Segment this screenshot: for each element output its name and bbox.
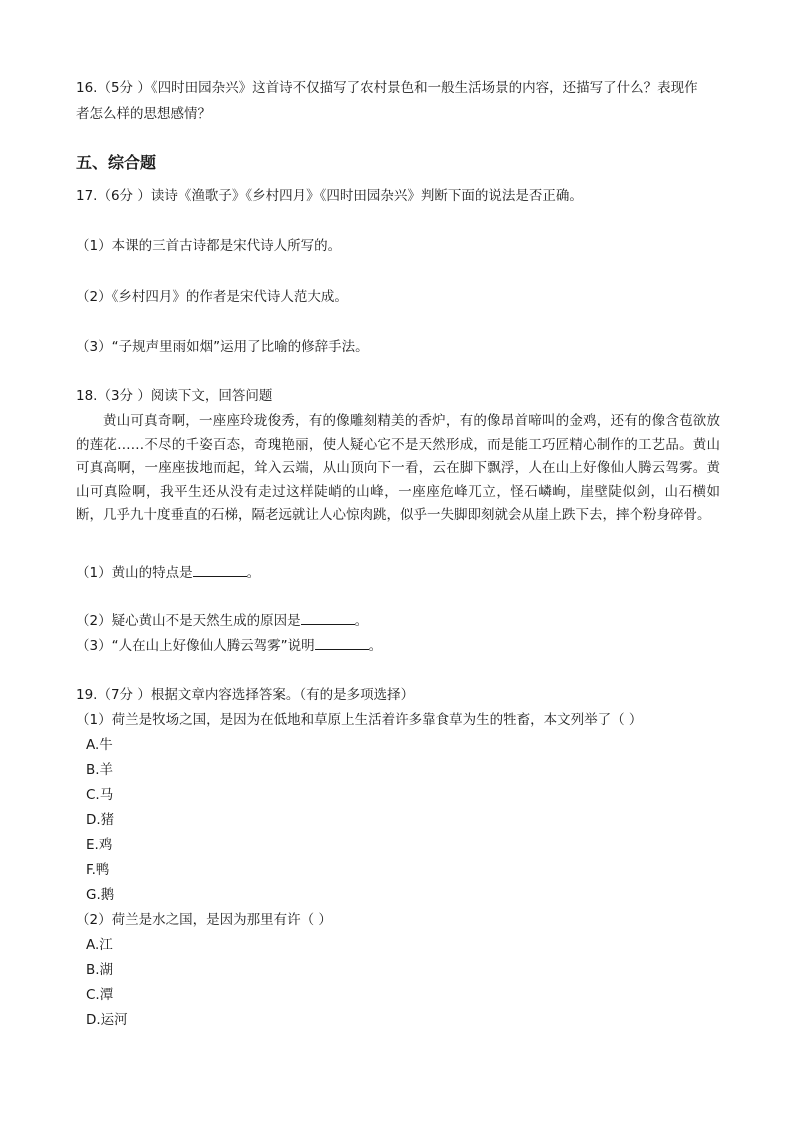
option-c[interactable]: C.潭: [86, 987, 114, 1003]
question-18-sub-1: [76, 562, 260, 583]
question-18-sub-3-text: （3）“人在山上好像仙人腾云驾雾”说明: [76, 638, 315, 654]
question-17-item: （2）《乡村四月》的作者是宋代诗人范大成。: [76, 289, 348, 305]
section-title: 五、综合题: [76, 153, 157, 172]
question-19-sub-2: （2）荷兰是水之国，是因为那里有许（ ）: [76, 912, 332, 928]
option-a[interactable]: A.江: [86, 937, 113, 953]
question-19-sub-1: （1）荷兰是牧场之国，是因为在低地和草原上生活着许多靠食草为生的牲畜，本文列举了（ ）: [76, 712, 643, 728]
option-c[interactable]: C.马: [86, 787, 114, 803]
question-18-sub-3: [76, 635, 382, 656]
question-18-sub-2: [76, 610, 368, 631]
question-18-sub-2-text: （2）疑心黄山不是天然生成的原因是: [76, 613, 301, 629]
option-e[interactable]: E.鸡: [86, 837, 113, 853]
question-18-sub-3-end: 。: [368, 638, 383, 654]
answer-blank[interactable]: [315, 635, 369, 650]
question-17-item: （3）“子规声里雨如烟”运用了比喻的修辞手法。: [76, 339, 369, 355]
question-17-item: （1）本课的三首古诗都是宋代诗人所写的。: [76, 238, 342, 254]
answer-blank[interactable]: [193, 562, 247, 577]
question-18-sub-1-end: 。: [246, 565, 261, 581]
option-d[interactable]: D.猪: [86, 812, 115, 828]
question-18-sub-1-text: （1）黄山的特点是: [76, 565, 193, 581]
question-16-line-2: 者怎么样的思想感情？: [76, 106, 211, 122]
option-a[interactable]: A.牛: [86, 737, 113, 753]
question-19-stem: 19.（7分 ）根据文章内容选择答案。（有的是多项选择）: [76, 687, 415, 703]
question-18-passage: 黄山可真奇啊，一座座玲珑俊秀，有的像雕刻精美的香炉，有的像昂首啼叫的金鸡，还有的像含苞欲放的莲花……不尽的千姿百态，奇瑰艳丽，使人疑心它不是天然形成，而是能工巧匠精心制作的工艺品。黄山可真高啊，一座座拔地而起，耸入云端，从山顶向下一看，云在脚下飘浮，人在山上好像仙人腾云驾雾。黄山可真险啊，我平生还从没有走过这样陡峭的山峰，一座座危峰兀立，怪石嶙峋，崖壁陡似剑，山石横如断，几乎九十度垂直的石梯，隔老远就让人心惊肉跳，似乎一失脚即刻就会从崖上跌下去，摔个粉身碎骨。: [76, 413, 720, 524]
option-d[interactable]: D.运河: [86, 1012, 128, 1028]
option-b[interactable]: B.湖: [86, 962, 114, 978]
document-page: [76, 0, 720, 1123]
question-17-stem: 17.（6分 ）读诗《渔歌子》《乡村四月》《四时田园杂兴》判断下面的说法是否正确。: [76, 188, 583, 204]
option-b[interactable]: B.羊: [86, 762, 114, 778]
option-g[interactable]: G.鹅: [86, 887, 115, 903]
option-f[interactable]: F.鸭: [86, 862, 110, 878]
answer-blank[interactable]: [301, 610, 355, 625]
question-18-sub-2-end: 。: [354, 613, 369, 629]
question-16-line-1: 16.（5分 ）《四时田园杂兴》这首诗不仅描写了农村景色和一般生活场景的内容，还描写了什么？表现作: [76, 80, 698, 96]
question-18-stem: 18.（3分 ）阅读下文，回答问题: [76, 388, 273, 404]
